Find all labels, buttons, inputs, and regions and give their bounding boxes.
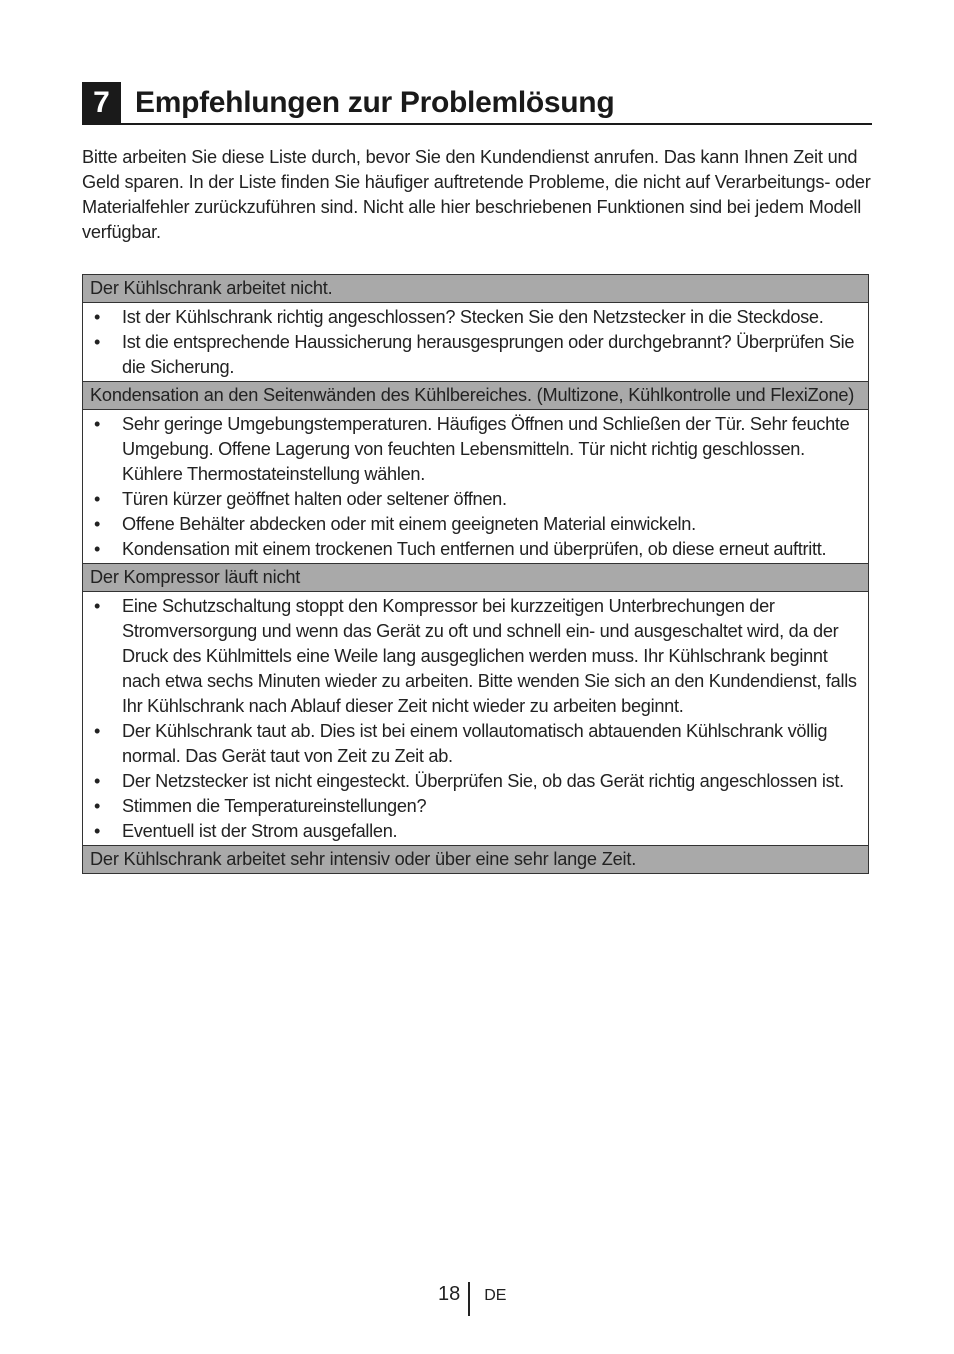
- list-item: [83, 412, 868, 487]
- bullet-icon: •: [93, 514, 101, 534]
- bullet-icon: •: [93, 332, 101, 352]
- problem-heading: Der Kühlschrank arbeitet sehr intensiv oder über eine sehr lange Zeit.: [83, 846, 868, 873]
- troubleshooting-table: [82, 274, 869, 874]
- page-footer: [438, 1282, 506, 1316]
- bullet-icon: •: [93, 771, 101, 791]
- bullet-icon: •: [93, 821, 101, 841]
- solution-list: [83, 303, 868, 382]
- section-heading: [82, 82, 872, 125]
- solution-list: [83, 592, 868, 846]
- solution-list: [83, 410, 868, 564]
- bullet-icon: •: [93, 596, 101, 616]
- list-item: [83, 305, 868, 330]
- list-item-text: Ist der Kühlschrank richtig angeschlossen? Stecken Sie den Netzstecker in die Steckdose.: [122, 307, 824, 327]
- list-item: [83, 794, 868, 819]
- language-code: DE: [484, 1287, 507, 1304]
- page-title: Empfehlungen zur Problemlösung: [135, 85, 615, 119]
- list-item-text: Türen kürzer geöffnet halten oder seltener öffnen.: [122, 489, 507, 509]
- list-item-text: Sehr geringe Umgebungstemperaturen. Häufiges Öffnen und Schließen der Tür. Sehr feuchte Umgebung. Offene Lagerung von feuchten Lebensmitteln. Tür nicht richtig geschlossen. Kühlere Thermostateinstellung wählen.: [122, 414, 850, 484]
- list-item: [83, 487, 868, 512]
- list-item-text: Offene Behälter abdecken oder mit einem geeigneten Material einwickeln.: [122, 514, 696, 534]
- bullet-icon: •: [93, 539, 101, 559]
- list-item: [83, 719, 868, 769]
- bullet-icon: •: [93, 414, 101, 434]
- list-item: [83, 330, 868, 380]
- list-item: [83, 819, 868, 844]
- problem-heading: Kondensation an den Seitenwänden des Kühlbereiches. (Multizone, Kühlkontrolle und FlexiZone): [83, 382, 868, 410]
- list-item: [83, 594, 868, 719]
- problem-heading: Der Kompressor läuft nicht: [83, 564, 868, 592]
- chapter-number: 7: [82, 82, 121, 123]
- page-number: 18: [438, 1283, 461, 1305]
- list-item-text: Stimmen die Temperatureinstellungen?: [122, 796, 427, 816]
- intro-paragraph: Bitte arbeiten Sie diese Liste durch, bevor Sie den Kundendienst anrufen. Das kann Ihnen Zeit und Geld sparen. In der Liste finden Sie häufiger auftretende Probleme, die nicht auf Verarbeitungs- oder Materialfehler zurückzuführen sind. Nicht alle hier beschriebenen Funktionen sind bei jedem Modell verfügbar.: [82, 147, 871, 242]
- list-item: [83, 769, 868, 794]
- list-item-text: Eventuell ist der Strom ausgefallen.: [122, 821, 398, 841]
- list-item: [83, 512, 868, 537]
- list-item-text: Der Netzstecker ist nicht eingesteckt. Überprüfen Sie, ob das Gerät richtig angeschlossen ist.: [122, 771, 844, 791]
- list-item-text: Kondensation mit einem trockenen Tuch entfernen und überprüfen, ob diese erneut auftritt.: [122, 539, 827, 559]
- list-item-text: Eine Schutzschaltung stoppt den Kompressor bei kurzzeitigen Unterbrechungen der Stromversorgung und wenn das Gerät zu oft und schnell ein- und ausgeschaltet wird, da der Druck des Kühlmittels eine Weile lang ausgeglichen werden muss. Ihr Kühlschrank beginnt nach etwa sechs Minuten wieder zu arbeiten. Bitte wenden Sie sich an den Kundendienst, falls Ihr Kühlschrank nach Ablauf dieser Zeit nicht wieder zu arbeiten beginnt.: [122, 596, 857, 716]
- bullet-icon: •: [93, 307, 101, 327]
- problem-heading: Der Kühlschrank arbeitet nicht.: [83, 275, 868, 303]
- bullet-icon: •: [93, 721, 101, 741]
- bullet-icon: •: [93, 796, 101, 816]
- list-item-text: Ist die entsprechende Haussicherung herausgesprungen oder durchgebrannt? Überprüfen Sie die Sicherung.: [122, 332, 855, 377]
- list-item: [83, 537, 868, 562]
- bullet-icon: •: [93, 489, 101, 509]
- list-item-text: Der Kühlschrank taut ab. Dies ist bei einem vollautomatisch abtauenden Kühlschrank völlig normal. Das Gerät taut von Zeit zu Zeit ab.: [122, 721, 828, 766]
